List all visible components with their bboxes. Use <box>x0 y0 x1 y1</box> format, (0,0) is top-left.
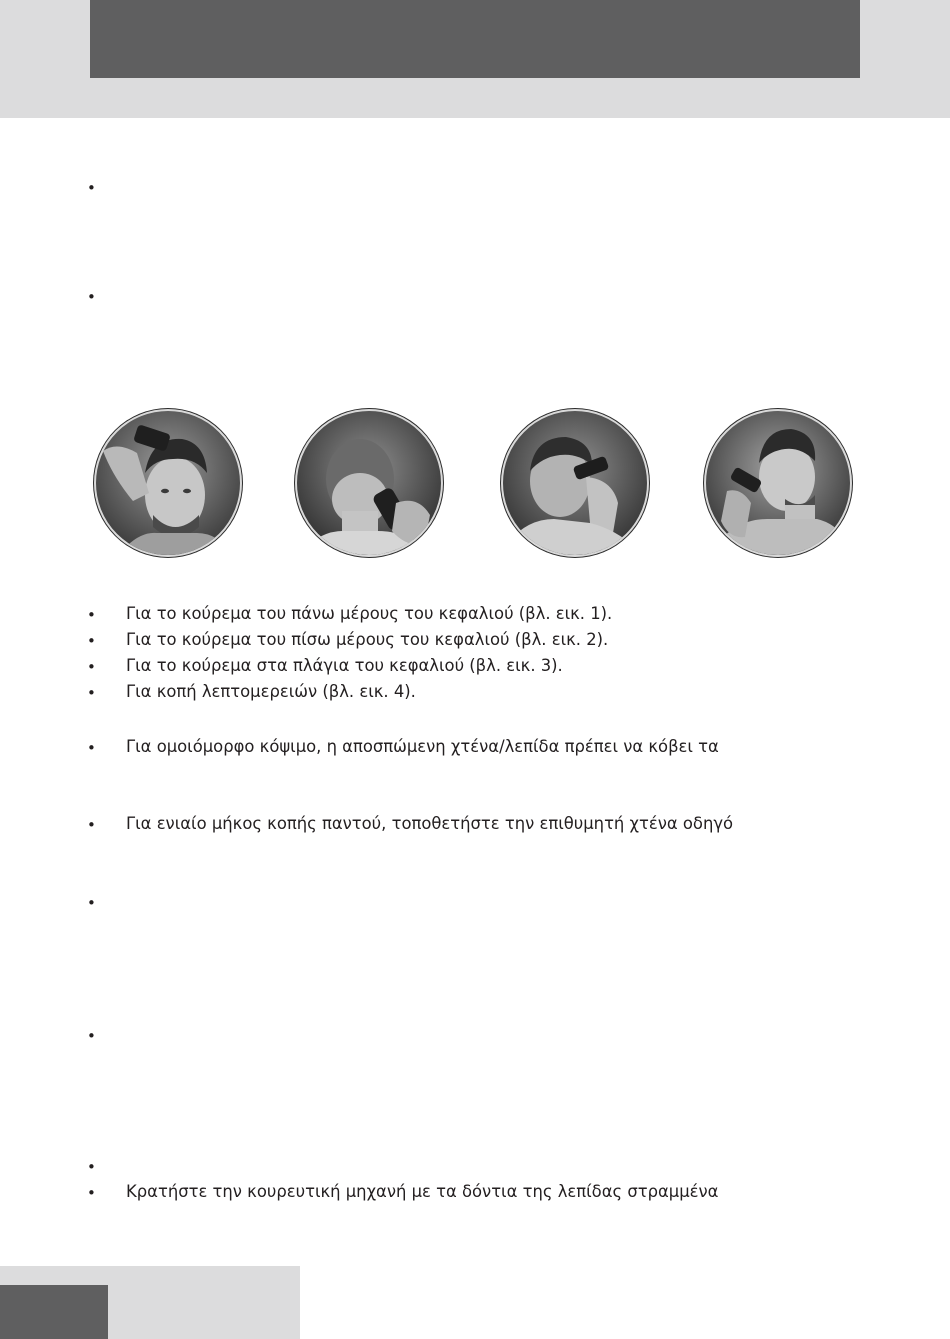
instruction-sides-of-head: Για το κούρεμα στα πλάγια του κεφαλιού (βλ. εικ. 3). <box>126 656 563 675</box>
instruction-top-of-head: Για το κούρεμα του πάνω μέρους του κεφαλιού (βλ. εικ. 1). <box>126 604 613 623</box>
bullet-marker: • <box>87 632 96 650</box>
instruction-uniform-length: Για ενιαίο μήκος κοπής παντού, τοποθετήστε την επιθυμητή χτένα οδηγό <box>126 814 734 833</box>
instruction-hold-clipper: Κρατήστε την κουρευτική μηχανή με τα δόντια της λεπίδας στραμμένα <box>126 1182 719 1201</box>
bullet-marker: • <box>87 739 96 757</box>
instruction-back-of-head: Για το κούρεμα του πίσω μέρους του κεφαλιού (βλ. εικ. 2). <box>126 630 609 649</box>
bullet-marker: • <box>87 288 96 306</box>
bullet-marker: • <box>87 1184 96 1202</box>
bullet-marker: • <box>87 894 96 912</box>
instruction-even-cutting: Για ομοιόμορφο κόψιμο, η αποσπώμενη χτένα/λεπίδα πρέπει να κόβει τα <box>126 737 719 756</box>
haircut-back-of-head-photo <box>288 407 450 559</box>
haircut-sides-of-head-photo <box>494 407 656 559</box>
haircut-top-of-head-photo <box>87 407 249 559</box>
bullet-marker: • <box>87 684 96 702</box>
bullet-marker: • <box>87 658 96 676</box>
bullet-marker: • <box>87 179 96 197</box>
bullet-marker: • <box>87 606 96 624</box>
bullet-marker: • <box>87 1158 96 1176</box>
bullet-marker: • <box>87 1027 96 1045</box>
instruction-detailing: Για κοπή λεπτομερειών (βλ. εικ. 4). <box>126 682 416 701</box>
footer-block <box>0 1285 108 1339</box>
header-bar <box>90 0 860 78</box>
bullet-marker: • <box>87 816 96 834</box>
haircut-detailing-photo <box>697 407 859 559</box>
